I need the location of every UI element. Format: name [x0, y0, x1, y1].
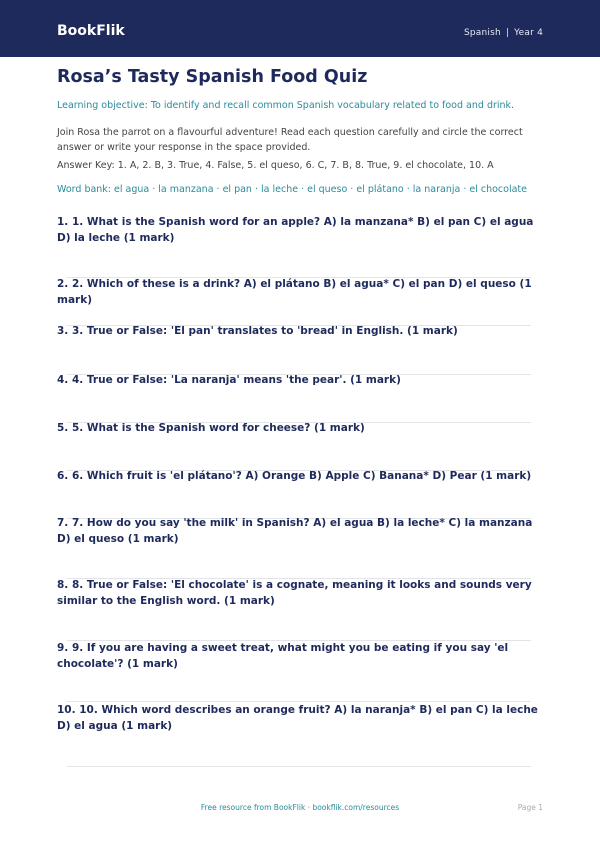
year-label: Year 4 [514, 28, 543, 38]
question-5: 5. 5. What is the Spanish word for cheese? (1 mark) [57, 422, 365, 434]
word-bank: Word bank: el agua · la manzana · el pan · la leche · el queso · el plátano · la naranja · el chocolate [57, 184, 527, 195]
footer-credit[interactable]: Free resource from BookFlik · bookflik.com/resources [200, 803, 400, 812]
question-10: 10. 10. Which word describes an orange fruit? A) la naranja* B) el pan C) la leche D) el agua (1 mark) [57, 704, 538, 732]
question-8: 8. 8. True or False: 'El chocolate' is a cognate, meaning it looks and sounds very similar to the English word. (1 mark) [57, 579, 532, 607]
page-number: Page 1 [517, 803, 543, 812]
subject-year-label [464, 28, 543, 38]
question-6: 6. 6. Which fruit is 'el plátano'? A) Orange B) Apple C) Banana* D) Pear (1 mark) [57, 470, 532, 482]
page-title: Rosa’s Tasty Spanish Food Quiz [57, 67, 368, 87]
question-1: 1. 1. What is the Spanish word for an apple? A) la manzana* B) el pan C) el agua D) la leche (1 mark) [57, 216, 534, 244]
question-9: 9. 9. If you are having a sweet treat, what might you be eating if you say 'el chocolate'? (1 mark) [57, 642, 509, 670]
brand-logo[interactable]: BookFlik [57, 23, 125, 39]
subject-label: Spanish [463, 28, 501, 38]
answer-key: Answer Key: 1. A, 2. B, 3. True, 4. False, 5. el queso, 6. C, 7. B, 8. True, 9. el chocolate, 10. A [57, 160, 494, 171]
question-4: 4. 4. True or False: 'La naranja' means 'the pear'. (1 mark) [57, 374, 401, 386]
intro-text: Join Rosa the parrot on a flavourful adventure! Read each question carefully and circle the correct answer or write your response in the space provided. [57, 127, 523, 153]
meta-separator: | [505, 28, 510, 38]
answer-line-10[interactable] [67, 766, 531, 767]
question-2: 2. 2. Which of these is a drink? A) el plátano B) el agua* C) el pan D) el queso (1 mark) [57, 278, 532, 306]
question-3: 3. 3. True or False: 'El pan' translates to 'bread' in English. (1 mark) [57, 325, 458, 337]
header-bar [0, 0, 600, 57]
question-7: 7. 7. How do you say 'the milk' in Spanish? A) el agua B) la leche* C) la manzana D) el queso (1 mark) [57, 517, 533, 545]
learning-objective: Learning objective: To identify and recall common Spanish vocabulary related to food and drink. [57, 100, 515, 111]
